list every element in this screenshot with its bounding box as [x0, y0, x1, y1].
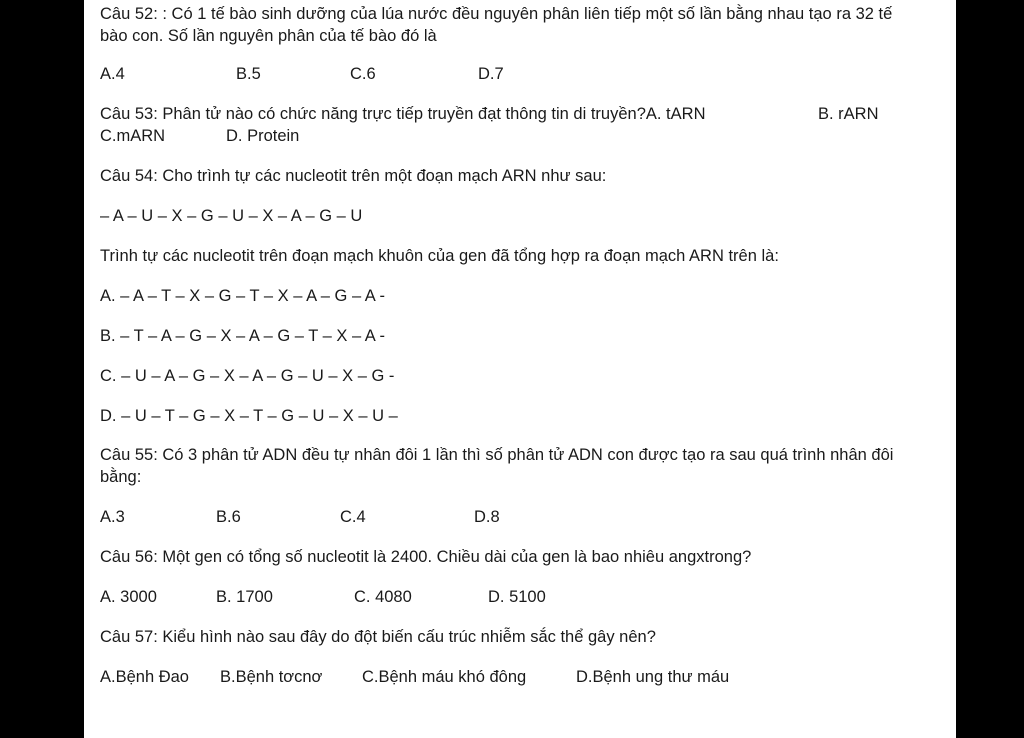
option-b: B.Bệnh tơcnơ — [220, 668, 323, 686]
question-53-text: Câu 53: Phân tử nào có chức năng trực tiếp truyền đạt thông tin di truyền?A. tARN — [100, 105, 706, 123]
option-b: B. – T – A – G – X – A – G – T – X – A - — [100, 327, 385, 345]
document-content — [100, 3, 948, 688]
option-a: A. – A – T – X – G – T – X – A – G – A - — [100, 287, 385, 305]
option-d: D.8 — [474, 508, 500, 526]
question-52-text: Câu 52: : Có 1 tế bào sinh dưỡng của lúa nước đều nguyên phân liên tiếp một số lần bằng nhau tạo ra 32 tế bào con. Số lần nguyên phân của tế bào đó là — [100, 5, 893, 45]
option-a: A. 3000 — [100, 588, 157, 606]
option-a: A.3 — [100, 508, 125, 526]
question-54-prompt: Trình tự các nucleotit trên đoạn mạch khuôn của gen đã tổng hợp ra đoạn mạch ARN trên là: — [100, 247, 779, 265]
option-b: B. rARN — [818, 105, 879, 123]
option-d: D. 5100 — [488, 588, 546, 606]
option-c: C.6 — [350, 65, 376, 83]
option-d: D.Bệnh ung thư máu — [576, 668, 730, 686]
option-b: B. 1700 — [216, 588, 273, 606]
option-c: C. – U – A – G – X – A – G – U – X – G - — [100, 367, 395, 385]
document-page — [84, 0, 956, 738]
option-d: D.7 — [478, 65, 504, 83]
question-57-options — [100, 666, 948, 688]
option-c: C.mARN — [100, 127, 166, 145]
option-a: A.Bệnh Đao — [100, 668, 189, 686]
question-56-text: Câu 56: Một gen có tổng số nucleotit là 2400. Chiều dài của gen là bao nhiêu angxtrong? — [100, 548, 752, 566]
question-56-options — [100, 586, 948, 608]
question-54-text: Câu 54: Cho trình tự các nucleotit trên một đoạn mạch ARN như sau: — [100, 167, 607, 185]
option-b: B.6 — [216, 508, 241, 526]
option-c: C.Bệnh máu khó đông — [362, 668, 527, 686]
option-b: B.5 — [236, 65, 261, 83]
question-55 — [100, 444, 948, 488]
option-d: D. Protein — [226, 127, 300, 145]
question-53 — [100, 103, 948, 147]
option-c: C. 4080 — [354, 588, 412, 606]
question-52-options — [100, 63, 948, 85]
option-a: A.4 — [100, 65, 125, 83]
question-55-text: Câu 55: Có 3 phân tử ADN đều tự nhân đôi 1 lần thì số phân tử ADN con được tạo ra sau quá trình nhân đôi bằng: — [100, 446, 894, 486]
question-52 — [100, 3, 948, 47]
option-d: D. – U – T – G – X – T – G – U – X – U – — [100, 407, 398, 425]
question-57-text: Câu 57: Kiểu hình nào sau đây do đột biến cấu trúc nhiễm sắc thể gây nên? — [100, 628, 656, 646]
rna-sequence: – A – U – X – G – U – X – A – G – U — [100, 207, 363, 225]
question-55-options — [100, 506, 948, 528]
option-c: C.4 — [340, 508, 366, 526]
